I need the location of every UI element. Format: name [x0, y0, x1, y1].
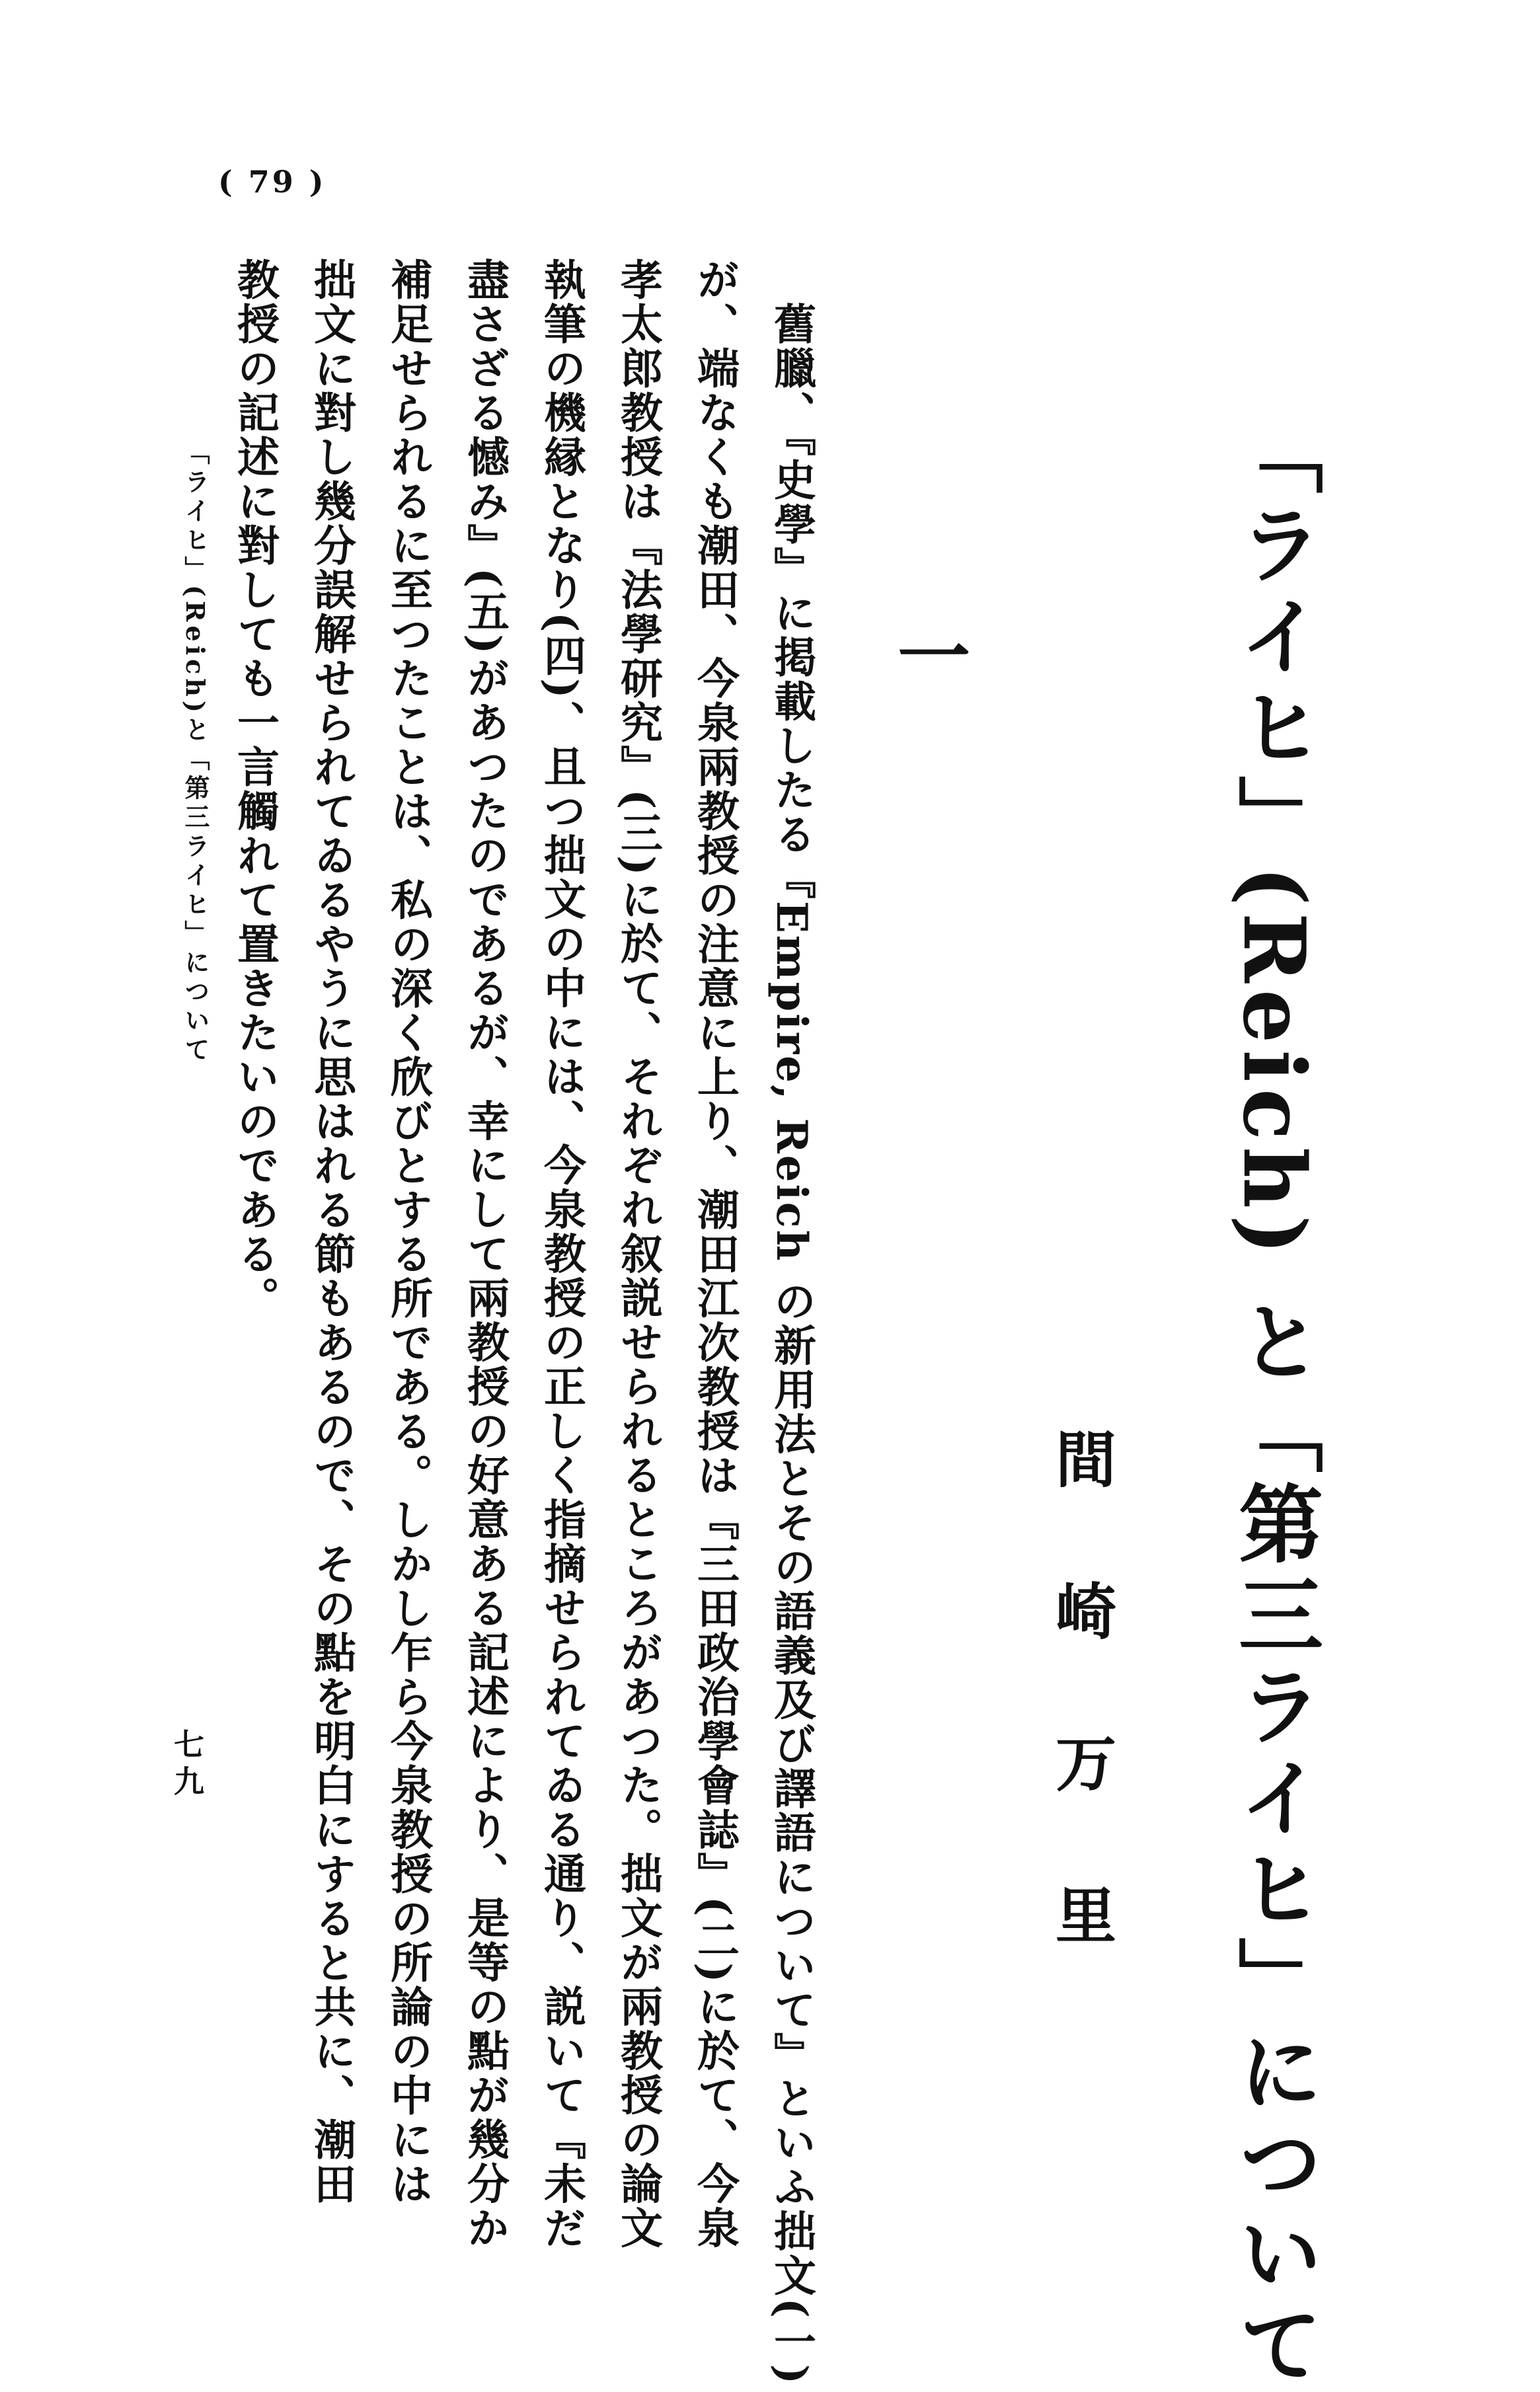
article-title: 「ライヒ」(Reich) と「第三ライヒ」について: [1224, 410, 1323, 2392]
body-line: が、端なくも潮田、今泉兩教授の注意に上り、潮田江次教授は『三田政治學會誌』(二)に於て、今泉: [690, 258, 740, 2251]
body-line: 盡さざる憾み』(五)があつたのであるが、幸にして兩教授の好意ある記述により、是等の點が幾分か: [460, 258, 510, 2251]
body-line: 孝太郎教授は『法學研究』(三)に於て、それぞれ叙説せられるところがあつた。拙文が兩教授の論文: [613, 258, 663, 2251]
body-line: 執筆の機縁となり(四)、且つ拙文の中には、今泉教授の正しく指摘せられてゐる通り、説いて『未だ: [537, 258, 586, 2251]
body-text: [230, 258, 829, 2387]
body-line: 拙文に對し幾分誤解せられてゐるやうに思はれる節もあるので、その點を明白にすると共に、潮田: [307, 258, 356, 2206]
body-line: 舊臘、『史學』に掲載したる『Empire, Reich の新用法とその語義及び譯語について』といふ拙文(一): [767, 258, 816, 2387]
page-number-bottom: 七九: [169, 1728, 205, 1802]
body-line: 補足せられるに至つたことは、私の深く欣びとする所である。しかし乍ら今泉教授の所論の中には: [383, 258, 433, 2206]
author-name: 間崎万里: [1046, 1428, 1117, 2036]
page-number-top: ( 79 ): [218, 164, 327, 200]
running-footer: 「ライヒ」(Reich)と「第三ライヒ」について: [180, 440, 210, 1065]
section-number: 一: [886, 618, 971, 691]
body-line: 教授の記述に對しても一言觸れて置きたいのである。: [230, 258, 280, 1321]
